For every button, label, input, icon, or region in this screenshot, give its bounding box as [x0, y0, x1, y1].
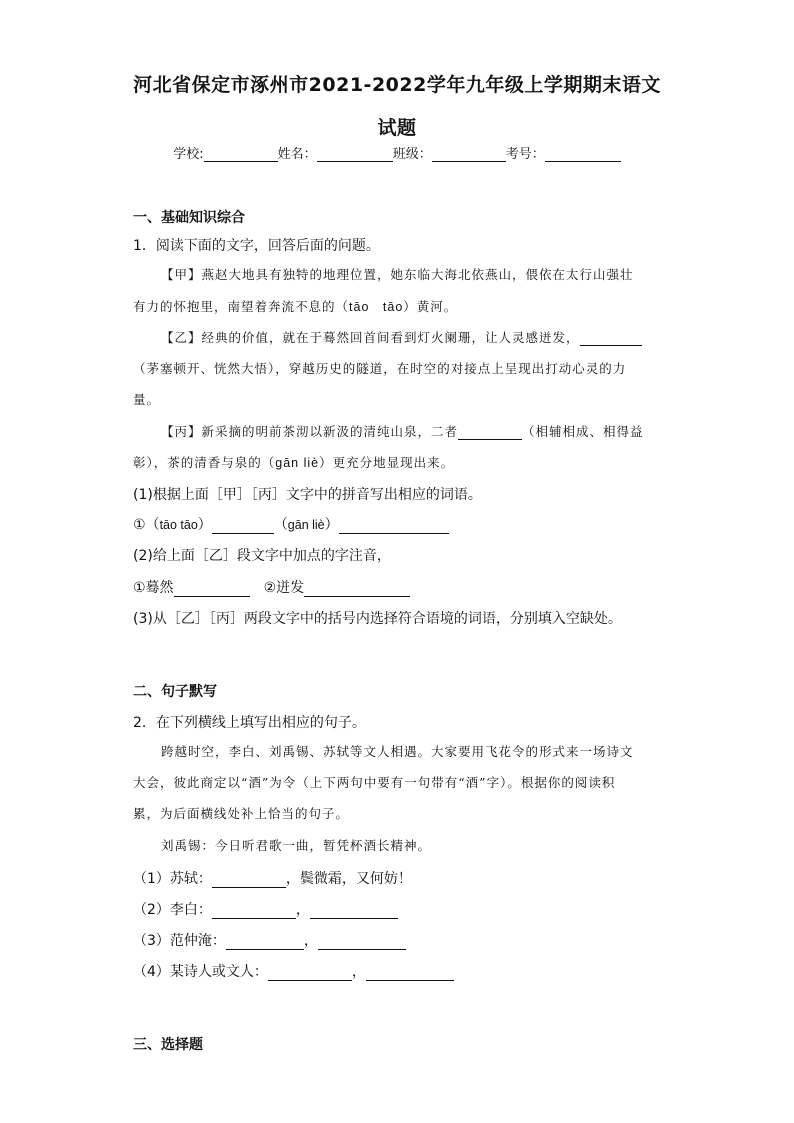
passage-yi-line1: 【乙】经典的价值，就在于蓦然回首间看到灯火阑珊，让人灵感迸发， — [161, 328, 642, 346]
answer-blank-taotao[interactable] — [212, 519, 274, 534]
passage-q2-line2: 大会，彼此商定以“酒”为令（上下两句中要有一句带有“酒”字）。根据你的阅读积 — [133, 775, 616, 790]
student-info-row — [0, 143, 794, 162]
section1-heading: 一、基础知识综合 — [133, 210, 245, 226]
passage-q2-line3: 累，为后面横线处补上恰当的句子。 — [133, 806, 350, 821]
document-title-line1: 河北省保定市涿州市2021-2022学年九年级上学期期末语文 — [133, 74, 661, 96]
sub-question-1-answers: ①（tāo tāo） （gān liè） — [133, 514, 449, 534]
name-label: 姓名： — [277, 147, 317, 162]
passage-yi-line3: 量。 — [133, 392, 161, 407]
section2-heading: 二、句子默写 — [133, 684, 217, 700]
passage-yi-line2: （茅塞顿开、恍然大悟），穿越历史的隧道，在时空的对接点上呈现出打动心灵的力 — [133, 361, 627, 376]
poem-blank-3b[interactable] — [318, 935, 406, 950]
passage-bing-line1: 【丙】新采摘的明前茶沏以新汲的清纯山泉，二者 （相辅相成、相得益 — [161, 424, 644, 439]
answer-blank-ganlie[interactable] — [339, 519, 449, 534]
exam-number-label: 考号： — [505, 147, 545, 162]
poem-blank-2a[interactable] — [212, 904, 296, 919]
poem-blank-2b[interactable] — [310, 904, 398, 919]
passage-q2-line4: 刘禹锡：今日听君歌一曲，暂凭杯酒长精神。 — [161, 838, 432, 853]
poem-item-4: （4）某诗人或文人： ， — [133, 961, 454, 981]
sub-question-2: (2)给上面［乙］段文字中加点的字注音， — [133, 548, 391, 564]
school-label: 学校: — [173, 147, 204, 162]
section3-heading: 三、选择题 — [133, 1037, 203, 1053]
pinyin-taotao: tāo tāo — [349, 300, 404, 314]
answer-blank-bengfa[interactable] — [304, 582, 410, 597]
poem-blank-4b[interactable] — [366, 966, 454, 981]
document-title-line2: 试题 — [377, 117, 417, 139]
poem-blank-1[interactable] — [212, 873, 286, 888]
answer-blank-moran[interactable] — [174, 582, 250, 597]
poem-item-3: （3）范仲淹： ， — [133, 930, 406, 950]
passage-jia-line1: 【甲】燕赵大地具有独特的地理位置，她东临大海北依燕山，偎依在太行山强壮 — [161, 267, 634, 282]
name-field[interactable] — [317, 147, 393, 162]
sub-question-3: (3)从［乙］［丙］两段文字中的括号内选择符合语境的词语，分别填入空缺处。 — [133, 611, 622, 627]
poem-blank-3a[interactable] — [226, 935, 304, 950]
q2-stem: 2．在下列横线上填写出相应的句子。 — [133, 715, 366, 731]
passage-jia-line2: 有力的怀抱里，南望着奔流不息的（tāo tāo）黄河。 — [133, 299, 458, 314]
poem-item-1: （1）苏轼： ，鬓微霜，又何妨！ — [133, 871, 412, 887]
q1-stem: 1．阅读下面的文字，回答后面的问题。 — [133, 238, 380, 254]
sub-question-1: (1)根据上面［甲］［丙］文字中的拼音写出相应的词语。 — [133, 487, 482, 503]
passage-q2-line1: 跨越时空，李白、刘禹锡、苏轼等文人相遇。大家要用飞花令的形式来一场诗文 — [161, 744, 634, 759]
pinyin-ganlie: gān liè — [275, 456, 320, 470]
class-label: 班级： — [392, 147, 432, 162]
school-field[interactable] — [204, 147, 278, 162]
bing-blank[interactable] — [458, 425, 522, 440]
sub-question-2-answers: ①蓦然 ②迸发 — [133, 577, 410, 597]
class-field[interactable] — [432, 147, 506, 162]
poem-blank-4a[interactable] — [268, 966, 352, 981]
yi-blank[interactable] — [580, 331, 642, 346]
poem-item-2: （2）李白： ， — [133, 899, 398, 919]
passage-bing-line2: 彰），茶的清香与泉的（gān liè）更充分地显现出来。 — [133, 455, 455, 470]
exam-number-field[interactable] — [545, 147, 621, 162]
